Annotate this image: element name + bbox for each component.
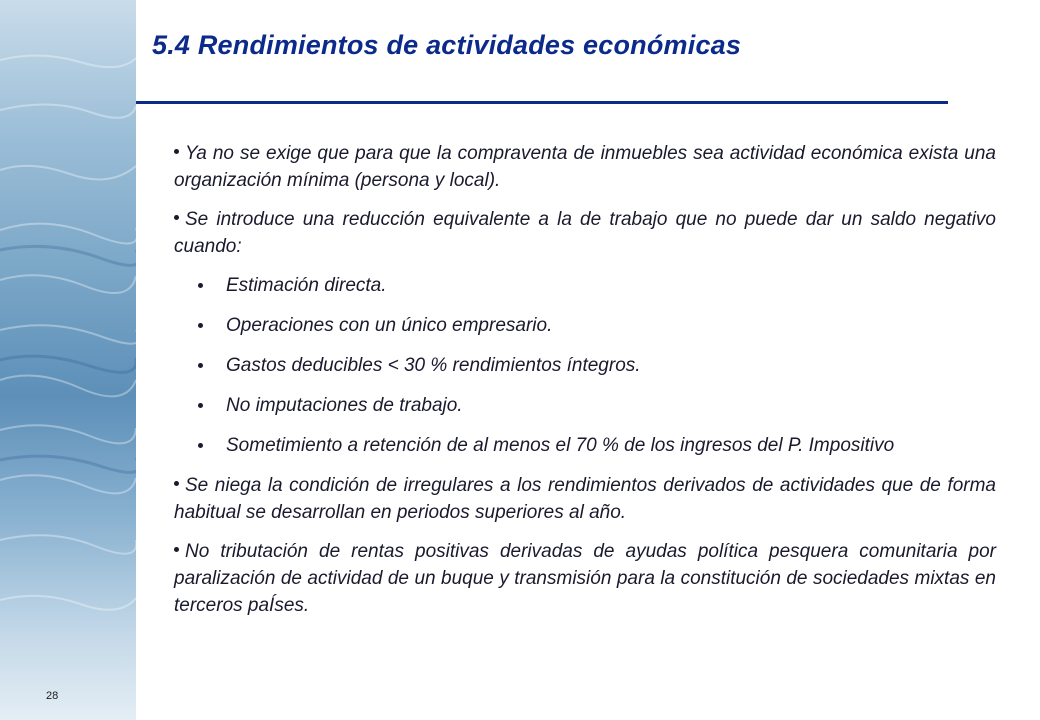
conditions-list <box>174 272 996 459</box>
page-number: 28 <box>46 690 59 702</box>
list-item-text: Gastos deducibles < 30 % rendimientos íntegros. <box>226 355 641 376</box>
water-ripples <box>0 0 136 720</box>
bullet-paragraph-4 <box>174 538 996 619</box>
list-item-text: No imputaciones de trabajo. <box>226 395 463 416</box>
list-item-text: Sometimiento a retención de al menos el 70 % de los ingresos del P. Impositivo <box>226 435 895 456</box>
bullet-icon <box>198 283 203 288</box>
bullet-icon <box>174 215 179 220</box>
list-item <box>174 432 996 459</box>
paragraph-text: Ya no se exige que para que la compraventa de inmuebles sea actividad económica exista una organización mínima (persona y local). <box>174 143 996 191</box>
slide-title: 5.4 Rendimientos de actividades económicas <box>152 30 742 60</box>
bullet-paragraph-1 <box>174 140 996 194</box>
bullet-icon <box>174 149 179 154</box>
water-background-image <box>0 0 136 720</box>
list-item-text: Operaciones con un único empresario. <box>226 315 553 336</box>
list-item <box>174 392 996 419</box>
title-underline <box>136 101 948 104</box>
slide-content <box>174 140 996 631</box>
list-item <box>174 312 996 339</box>
bullet-icon <box>174 547 179 552</box>
bullet-icon <box>174 481 179 486</box>
paragraph-text: No tributación de rentas positivas derivadas de ayudas política pesquera comunitaria por paralización de actividad de un buque y transmisión para la constitución de sociedades mixtas en terceros paÍses. <box>174 541 996 616</box>
bullet-icon <box>198 363 203 368</box>
list-item <box>174 272 996 299</box>
paragraph-text: Se niega la condición de irregulares a los rendimientos derivados de actividades que de forma habitual se desarrollan en periodos superiores al año. <box>174 475 996 523</box>
bullet-paragraph-3 <box>174 472 996 526</box>
bullet-icon <box>198 443 203 448</box>
list-item <box>174 352 996 379</box>
list-item-text: Estimación directa. <box>226 275 387 296</box>
bullet-icon <box>198 323 203 328</box>
bullet-icon <box>198 403 203 408</box>
bullet-paragraph-2 <box>174 206 996 260</box>
paragraph-text: Se introduce una reducción equivalente a la de trabajo que no puede dar un saldo negativo cuando: <box>174 209 996 257</box>
